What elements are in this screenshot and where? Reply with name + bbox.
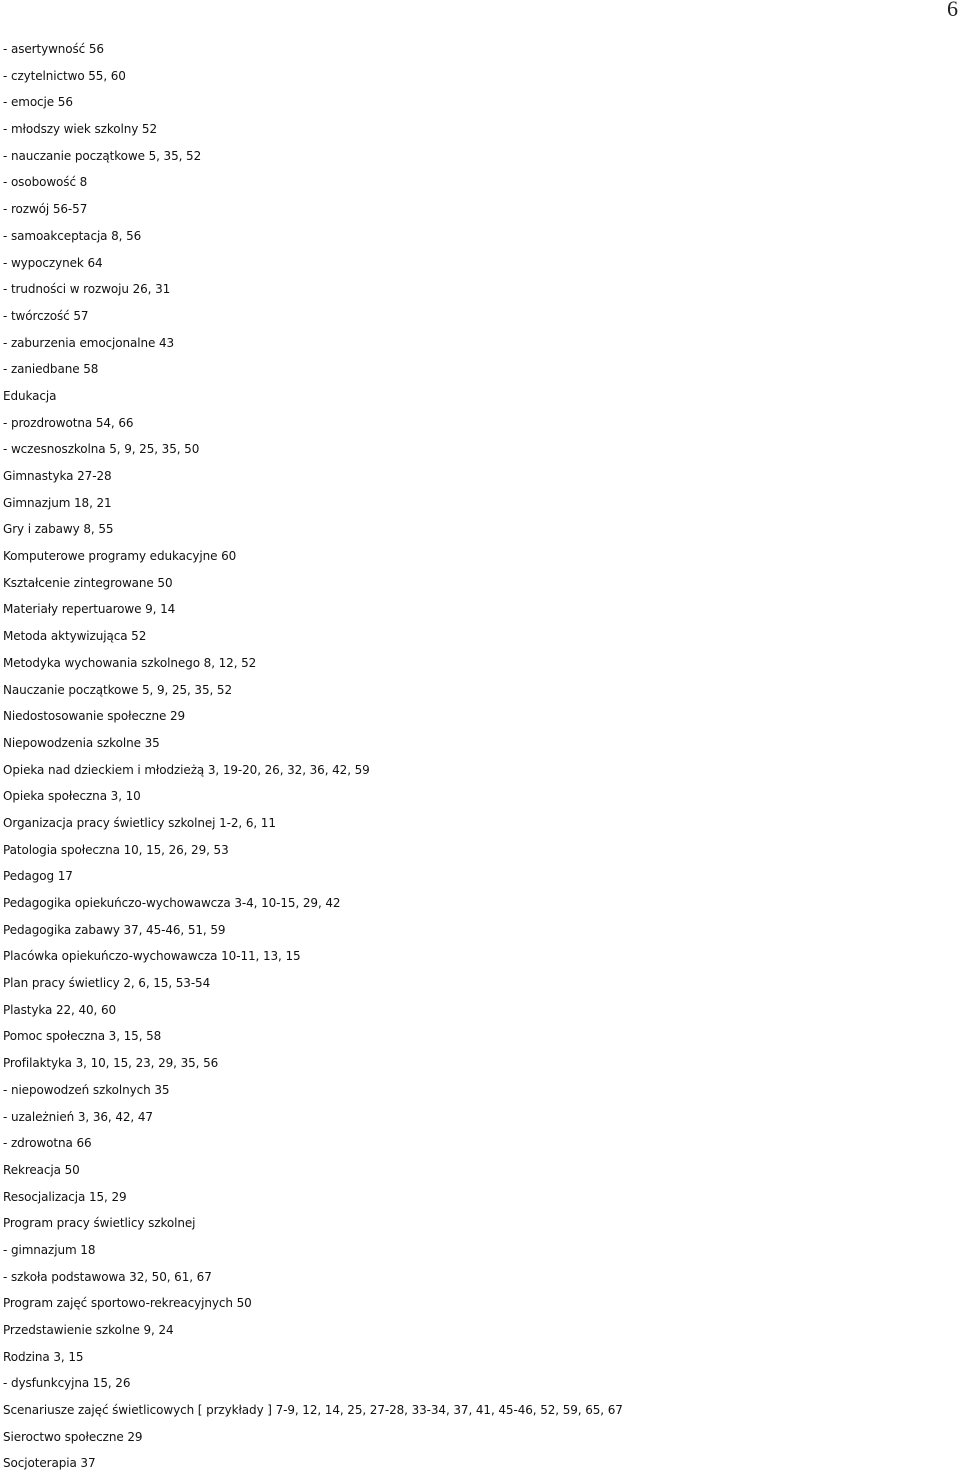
index-entry: Komputerowe programy edukacyjne 60 <box>3 549 237 564</box>
index-entry: - samoakceptacja 8, 56 <box>3 228 142 243</box>
index-entry: Pedagogika zabawy 37, 45-46, 51, 59 <box>3 922 226 937</box>
index-entry: Program pracy świetlicy szkolnej <box>3 1216 196 1231</box>
index-entry: Materiały repertuarowe 9, 14 <box>3 602 176 617</box>
index-entry: Kształcenie zintegrowane 50 <box>3 575 173 590</box>
index-entry: Placówka opiekuńczo-wychowawcza 10-11, 13, 15 <box>3 949 301 964</box>
index-entry: - asertywność 56 <box>3 42 104 56</box>
index-entry: Resocjalizacja 15, 29 <box>3 1189 127 1204</box>
index-entry: - młodszy wiek szkolny 52 <box>3 122 158 137</box>
index-entry: - czytelnictwo 55, 60 <box>3 68 126 83</box>
index-entry: Przedstawienie szkolne 9, 24 <box>3 1323 174 1337</box>
subject-index-list <box>3 36 960 1477</box>
index-entry: - gimnazjum 18 <box>3 1242 96 1257</box>
index-entry: Pedagogika opiekuńczo-wychowawcza 3-4, 10-15, 29, 42 <box>3 896 341 910</box>
index-entry: Scenariusze zajęć świetlicowych [ przykłady ] 7-9, 12, 14, 25, 27-28, 33-34, 37, 41, 45-46, 52, 59, 65, 67 <box>3 1403 623 1418</box>
index-entry: Edukacja <box>3 388 57 403</box>
index-entry: Sieroctwo społeczne 29 <box>3 1429 143 1444</box>
index-entry: Program zajęć sportowo-rekreacyjnych 50 <box>3 1296 252 1311</box>
index-entry: Gimnazjum 18, 21 <box>3 495 112 510</box>
index-entry: Socjoterapia 37 <box>3 1456 96 1471</box>
index-entry: Profilaktyka 3, 10, 15, 23, 29, 35, 56 <box>3 1056 219 1071</box>
index-entry: - emocje 56 <box>3 95 73 110</box>
index-entry: - osobowość 8 <box>3 175 88 190</box>
index-entry: - szkoła podstawowa 32, 50, 61, 67 <box>3 1269 212 1284</box>
index-entry: Opieka społeczna 3, 10 <box>3 789 141 804</box>
index-entry: Gry i zabawy 8, 55 <box>3 522 114 537</box>
index-entry: Pedagog 17 <box>3 869 73 884</box>
index-entry: - wczesnoszkolna 5, 9, 25, 35, 50 <box>3 442 200 457</box>
index-entry: Metodyka wychowania szkolnego 8, 12, 52 <box>3 655 257 670</box>
index-entry: Opieka nad dzieckiem i młodzieżą 3, 19-20, 26, 32, 36, 42, 59 <box>3 762 370 777</box>
index-entry: - zaniedbane 58 <box>3 362 99 377</box>
index-entry: Patologia społeczna 10, 15, 26, 29, 53 <box>3 842 229 857</box>
index-entry: - rozwój 56-57 <box>3 202 88 217</box>
index-entry: Pomoc społeczna 3, 15, 58 <box>3 1029 162 1044</box>
page-number: 6 <box>947 0 958 21</box>
index-entry: Niedostosowanie społeczne 29 <box>3 709 186 724</box>
index-entry: - wypoczynek 64 <box>3 255 103 270</box>
index-entry: Nauczanie początkowe 5, 9, 25, 35, 52 <box>3 682 233 697</box>
index-entry: - prozdrowotna 54, 66 <box>3 415 134 430</box>
index-entry: Rodzina 3, 15 <box>3 1349 84 1364</box>
index-entry: Plan pracy świetlicy 2, 6, 15, 53-54 <box>3 976 211 991</box>
index-entry: - nauczanie początkowe 5, 35, 52 <box>3 148 202 163</box>
index-entry: - dysfunkcyjna 15, 26 <box>3 1376 131 1391</box>
index-entry: Niepowodzenia szkolne 35 <box>3 735 160 750</box>
index-entry: - zaburzenia emocjonalne 43 <box>3 335 175 350</box>
index-entry: Plastyka 22, 40, 60 <box>3 1002 117 1017</box>
index-entry: Organizacja pracy świetlicy szkolnej 1-2, 6, 11 <box>3 815 276 830</box>
index-entry: - zdrowotna 66 <box>3 1136 92 1151</box>
index-entry: Gimnastyka 27-28 <box>3 469 112 483</box>
index-entry: Rekreacja 50 <box>3 1162 80 1177</box>
index-entry: - trudności w rozwoju 26, 31 <box>3 282 171 297</box>
index-entry: - uzależnień 3, 36, 42, 47 <box>3 1109 153 1124</box>
index-entry: - niepowodzeń szkolnych 35 <box>3 1082 170 1097</box>
index-entry: - twórczość 57 <box>3 308 89 323</box>
index-entry: Metoda aktywizująca 52 <box>3 629 147 644</box>
